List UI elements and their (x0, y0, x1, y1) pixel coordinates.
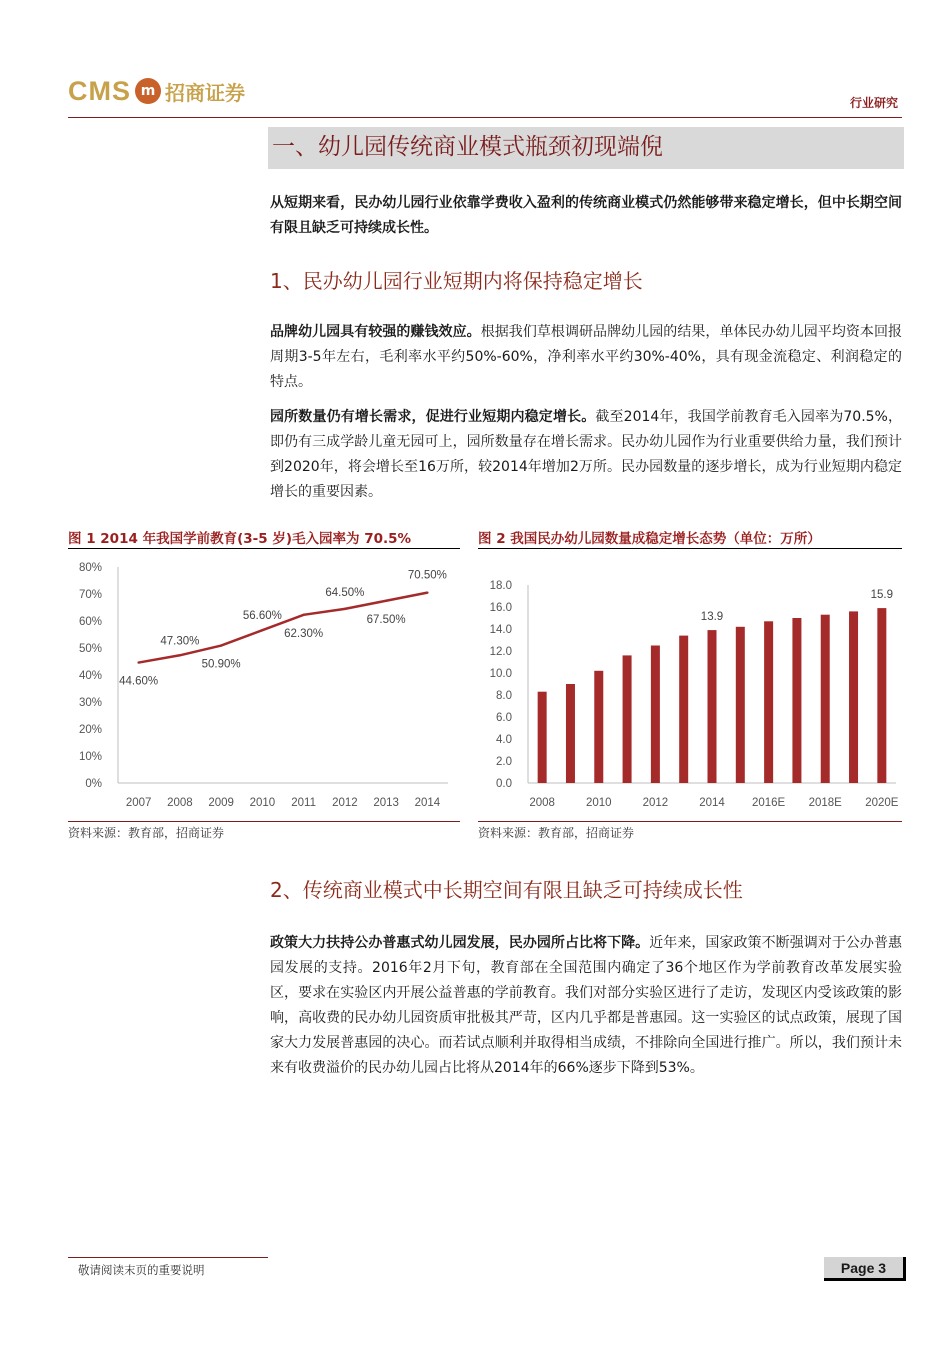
y-tick-label: 40% (78, 670, 102, 682)
bar (623, 655, 632, 783)
data-label: 67.50% (366, 613, 406, 626)
bar (792, 618, 801, 783)
x-tick-label: 2009 (208, 797, 234, 809)
y-tick-label: 80% (78, 562, 102, 574)
y-tick-label: 70% (78, 589, 102, 601)
paragraph-body: 近年来，国家政策不断强调对于公办普惠园发展的支持。2016年2月下旬，教育部在全国范围内确定了36个地区作为学前教育改革发展实验区，要求在实验区内开展公益普惠的学前教育。我们对部分实验区进行了走访，发现区内受该政策的影响，高收费的民办幼儿园资质审批极其严苛，区内几乎都是普惠园。这一实验区的试点政策，展现了国家大力发展普惠园的决心。而若试点顺利并取得相当成绩，不排除向全国进行推广。所以，我们预计未来有收费溢价的民办幼儿园占比将从2014年的66%逐步下降到53%。 (270, 935, 903, 1076)
data-label: 50.90% (201, 658, 241, 671)
x-tick-label: 2008 (529, 797, 555, 809)
figure-2-source: 资料来源：教育部，招商证券 (478, 826, 635, 840)
figure-1-source-rule (68, 821, 460, 822)
figure-2-bar-chart (478, 553, 902, 817)
y-tick-label: 16.0 (489, 602, 512, 614)
data-label: 56.60% (242, 610, 282, 623)
x-tick-label: 2008 (167, 797, 193, 809)
bar (566, 684, 575, 783)
paragraph-body: 根据我们草根调研品牌幼儿园的结果，单体民办幼儿园平均资本回报周期3-5年左右，毛利率水平约50%-60%，净利率水平约30%-40%，具有现金流稳定、利润稳定的特点。 (270, 324, 903, 390)
page-number: Page 3 (824, 1257, 906, 1281)
paragraph-brand-kindergarten (270, 320, 902, 395)
bar (708, 630, 717, 783)
x-tick-label: 2010 (585, 797, 612, 809)
paragraph-body: 截至2014年，我国学前教育毛入园率为70.5%，即仍有三成学龄儿童无园可上，园所数量存在增长需求。民办幼儿园作为行业重要供给力量，我们预计到2020年，将会增长至16万所，较2014年增加2万所。民办园数量的逐步增长，成为行业短期内稳定增长的重要因素。 (270, 409, 902, 500)
footer-note: 敬请阅读末页的重要说明 (78, 1263, 205, 1277)
paragraph-kindergarten-count (270, 405, 902, 505)
bar (849, 611, 858, 783)
bar (764, 621, 773, 783)
y-tick-label: 50% (78, 643, 102, 655)
data-label: 13.9 (700, 611, 724, 624)
figure-1-line-chart (68, 553, 460, 817)
y-tick-label: 10.0 (489, 668, 512, 680)
data-point (302, 614, 304, 616)
data-label: 64.50% (325, 586, 365, 599)
paragraph-lead-bold: 政策大力扶持公办普惠式幼儿园发展，民办园所占比将下降。 (270, 935, 650, 951)
data-label: 47.30% (160, 635, 200, 648)
y-tick-label: 60% (78, 616, 102, 628)
bar (594, 671, 603, 783)
header-divider (68, 117, 902, 118)
x-tick-label: 2011 (291, 797, 316, 809)
x-tick-label: 2020E (865, 797, 899, 809)
section-lead: 从短期来看，民办幼儿园行业依靠学费收入盈利的传统商业模式仍然能够带来稳定增长，但中长期空间有限且缺乏可持续成长性。 (270, 195, 902, 236)
y-tick-label: 10% (78, 751, 102, 763)
bar (651, 646, 660, 784)
y-tick-label: 8.0 (496, 690, 512, 702)
subsection-1-title: 1、民办幼儿园行业短期内将保持稳定增长 (270, 269, 643, 293)
bar (679, 636, 688, 783)
data-label: 15.9 (870, 589, 894, 602)
report-type: 行业研究 (849, 96, 898, 110)
figure-1-title-rule (68, 548, 460, 549)
data-point (179, 654, 181, 656)
y-tick-label: 14.0 (489, 624, 512, 636)
series-line (139, 593, 428, 663)
y-tick-label: 2.0 (496, 756, 512, 768)
logo-text-en: CMS (68, 75, 131, 106)
x-tick-label: 2007 (125, 797, 152, 809)
data-point (137, 661, 139, 663)
data-point (261, 629, 263, 631)
y-tick-label: 0.0 (496, 778, 512, 790)
footer-divider (68, 1257, 268, 1258)
section-title: 一、幼儿园传统商业模式瓶颈初现端倪 (268, 127, 904, 169)
x-tick-label: 2016E (751, 797, 786, 809)
subsection-2-title: 2、传统商业模式中长期空间有限且缺乏可持续成长性 (270, 878, 743, 902)
x-tick-label: 2012 (642, 797, 669, 809)
data-point (220, 644, 222, 646)
data-point (344, 608, 346, 610)
bar (538, 692, 547, 783)
y-tick-label: 4.0 (496, 734, 512, 746)
bar (736, 627, 745, 783)
y-tick-label: 6.0 (496, 712, 512, 724)
logo-text-cn: 招商证券 (165, 80, 245, 105)
y-tick-label: 0% (85, 778, 102, 790)
figure-2-title-rule (478, 548, 902, 549)
y-tick-label: 12.0 (489, 646, 512, 658)
x-tick-label: 2013 (373, 797, 399, 809)
x-tick-label: 2010 (249, 797, 276, 809)
figure-1-title: 图 1 2014 年我国学前教育(3-5 岁)毛入园率为 70.5% (68, 531, 412, 547)
x-tick-label: 2018E (808, 797, 842, 809)
bar (877, 608, 886, 783)
company-logo (68, 74, 245, 108)
data-label: 62.30% (284, 627, 324, 640)
x-tick-label: 2014 (699, 797, 725, 809)
x-tick-label: 2014 (414, 797, 441, 809)
paragraph-lead-bold: 园所数量仍有增长需求，促进行业短期内稳定增长。 (270, 409, 596, 425)
y-tick-label: 20% (78, 724, 102, 736)
y-tick-label: 18.0 (489, 580, 512, 592)
figure-2-title: 图 2 我国民办幼儿园数量成稳定增长态势（单位：万所） (478, 531, 821, 547)
data-label: 70.50% (407, 569, 447, 582)
data-point (426, 591, 428, 593)
paragraph-policy (270, 931, 902, 1081)
figure-2-source-rule (478, 821, 902, 822)
x-tick-label: 2012 (332, 797, 358, 809)
data-point (385, 600, 387, 602)
paragraph-lead-bold: 品牌幼儿园具有较强的赚钱效应。 (270, 324, 481, 340)
y-tick-label: 30% (78, 697, 102, 709)
figure-1-source: 资料来源：教育部，招商证券 (68, 826, 225, 840)
logo-mark-icon: m (135, 78, 161, 104)
bar (821, 615, 830, 783)
data-label: 44.60% (119, 675, 159, 688)
